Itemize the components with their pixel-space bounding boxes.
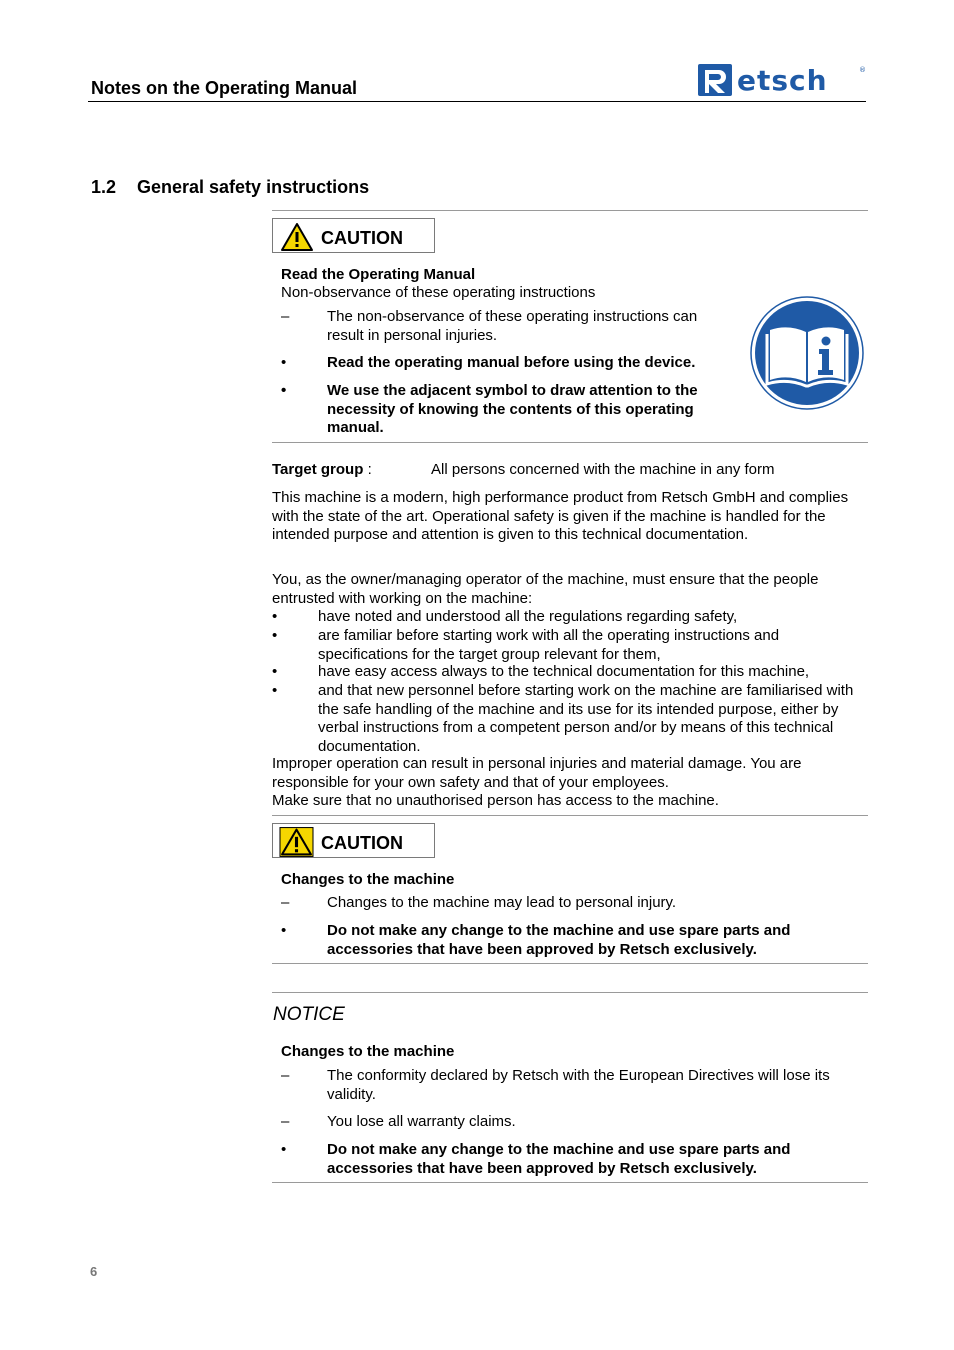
list-item: are familiar before starting work with all the operating instructions and specifications for the target group relevant for them, <box>318 627 780 663</box>
unauthorised-paragraph: Make sure that no unauthorised person has access to the machine. <box>272 792 719 809</box>
bullet-mark: • <box>272 663 278 680</box>
target-group-label: Target group <box>272 461 364 478</box>
dash-mark: – <box>281 308 290 325</box>
page-header-title: Notes on the Operating Manual <box>91 78 358 98</box>
bullet-mark: • <box>281 382 287 399</box>
bullet-mark: • <box>281 1141 287 1158</box>
divider <box>272 815 868 816</box>
divider <box>272 1182 868 1183</box>
caution-box <box>272 823 435 858</box>
divider <box>272 210 868 211</box>
list-item: and that new personnel before starting work on the machine are familiarised with the safe handling of the machine and its use for its intended purpose, either by verbal instructions from a competent person and/or by means of this technical documentation. <box>318 682 854 755</box>
divider <box>272 442 868 443</box>
list-item: have easy access always to the technical documentation for this machine, <box>318 663 810 680</box>
divider <box>272 963 868 964</box>
caution-heading: Changes to the machine <box>281 871 455 888</box>
bullet-mark: • <box>272 608 278 625</box>
bullet-mark: • <box>281 922 287 939</box>
target-group-value: All persons concerned with the machine in any form <box>431 461 775 478</box>
retsch-logo <box>697 62 865 98</box>
dash-mark: – <box>281 894 290 911</box>
warning-triangle-icon <box>281 223 313 251</box>
improper-paragraph: Improper operation can result in personal injuries and material damage. You are responsible for your own safety and that of your employees. <box>272 755 802 791</box>
bullet-mark: • <box>272 682 278 699</box>
warning-triangle-icon <box>280 827 313 857</box>
divider <box>272 992 868 993</box>
caution-box <box>272 218 435 253</box>
bullet-mark: • <box>281 354 287 371</box>
caution-label: CAUTION <box>321 833 403 853</box>
svg-text:®: ® <box>859 66 866 74</box>
list-item: have noted and understood all the regulations regarding safety, <box>318 608 738 625</box>
target-group-colon: : <box>367 461 372 478</box>
notice-label: NOTICE <box>273 1004 345 1025</box>
list-item: Read the operating manual before using the device. <box>327 354 696 371</box>
bullet-mark: • <box>272 627 278 644</box>
notice-heading: Changes to the machine <box>281 1043 455 1060</box>
list-item: The non-observance of these operating instructions can result in personal injuries. <box>327 308 698 344</box>
section-number: 1.2 <box>91 177 117 197</box>
svg-text:etsch: etsch <box>737 64 828 97</box>
list-item: The conformity declared by Retsch with the European Directives will lose its validity. <box>327 1067 830 1103</box>
page-number: 6 <box>90 1264 98 1279</box>
list-item: You lose all warranty claims. <box>327 1113 516 1130</box>
list-item: Do not make any change to the machine and use spare parts and accessories that have been approved by Retsch exclusively. <box>327 922 791 958</box>
dash-mark: – <box>281 1067 290 1084</box>
list-item: Do not make any change to the machine and use spare parts and accessories that have been approved by Retsch exclusively. <box>327 1141 791 1177</box>
section-title: General safety instructions <box>137 177 370 197</box>
intro-paragraph: This machine is a modern, high performance product from Retsch GmbH and complies with the state of the art. Operational safety is given if the machine is handled for the intended purpose and attention is given to this technical documentation. <box>272 489 849 543</box>
dash-mark: – <box>281 1113 290 1130</box>
list-item: We use the adjacent symbol to draw attention to the necessity of knowing the contents of this operating manual. <box>327 382 698 436</box>
caution-subheading: Non-observance of these operating instructions <box>281 284 596 301</box>
caution-label: CAUTION <box>321 228 403 248</box>
caution-heading: Read the Operating Manual <box>281 266 476 283</box>
header-rule <box>88 101 866 102</box>
owner-intro-paragraph: You, as the owner/managing operator of the machine, must ensure that the people entrusted with working on the machine: <box>272 571 819 607</box>
list-item: Changes to the machine may lead to personal injury. <box>327 894 677 911</box>
target-group-row <box>272 461 372 480</box>
read-manual-info-icon <box>750 296 864 410</box>
